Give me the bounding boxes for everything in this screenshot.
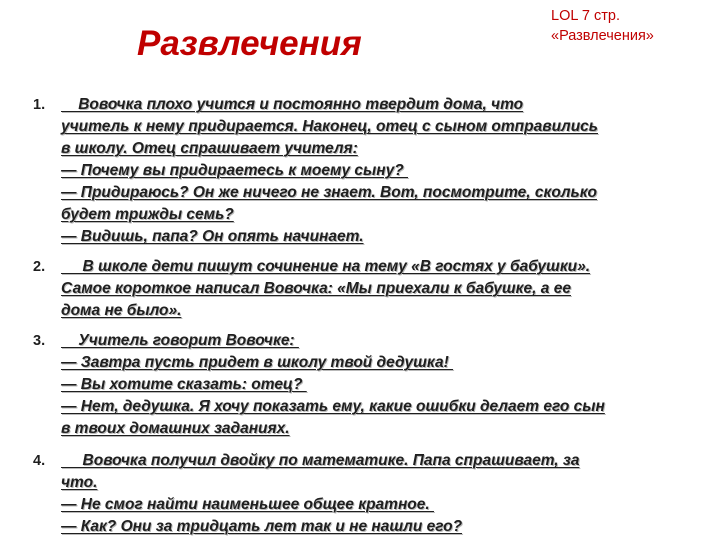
joke-line: — Как? Они за тридцать лет так и не нашли его? (61, 518, 463, 535)
joke-line: дома не было». (61, 302, 182, 319)
joke-line: в твоих домашних заданиях. (61, 420, 290, 437)
joke-line: — Нет, дедушка. Я хочу показать ему, какие ошибки делает его сын (61, 398, 605, 415)
joke-line: — Вы хотите сказать: отец? (61, 376, 307, 393)
joke-line: что. (61, 474, 98, 491)
joke-line: — Завтра пусть придет в школу твой дедушка! (61, 354, 454, 371)
joke-line: — Придираюсь? Он же ничего не знает. Вот, посмотрите, сколько (61, 184, 598, 201)
joke-number: 1. (33, 97, 46, 113)
joke-line: Самое короткое написал Вовочка: «Мы приехали к бабушке, а ее (61, 280, 571, 297)
reference-line-2: «Развлечения» (551, 28, 654, 44)
joke-line: Вовочка получил двойку по математике. Папа спрашивает, за (61, 452, 580, 469)
joke-line: Вовочка плохо учится и постоянно твердит дома, что (61, 96, 524, 113)
slide-title: Развлечения (137, 24, 362, 63)
reference-note (551, 6, 654, 46)
joke-line: учитель к нему придирается. Наконец, отец с сыном отправились (61, 118, 598, 135)
joke-number: 3. (33, 333, 46, 349)
joke-line: будет трижды семь? (61, 206, 234, 223)
joke-line: — Почему вы придираетесь к моему сыну? (61, 162, 409, 179)
joke-number: 2. (33, 259, 46, 275)
reference-line-1: LOL 7 стр. (551, 8, 620, 24)
joke-number: 4. (33, 453, 46, 469)
joke-line: — Не смог найти наименьшее общее кратное. (61, 496, 435, 513)
joke-line: В школе дети пишут сочинение на тему «В гостях у бабушки». (61, 258, 591, 275)
joke-line: Учитель говорит Вовочке: (61, 332, 299, 349)
joke-line: — Видишь, папа? Он опять начинает. (61, 228, 364, 245)
joke-line: в школу. Отец спрашивает учителя: (61, 140, 358, 157)
